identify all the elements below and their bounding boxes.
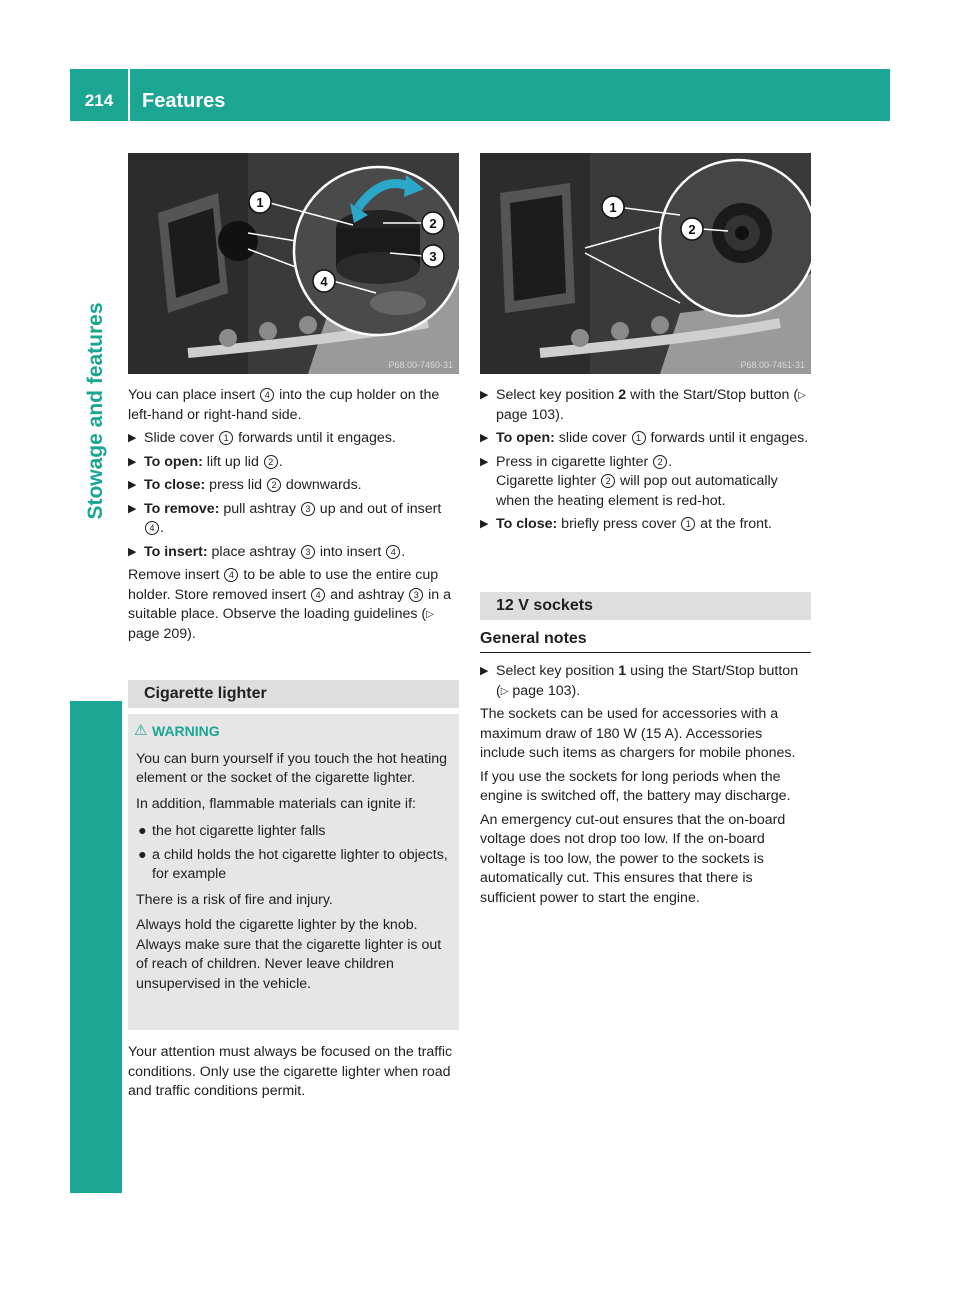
ref-number: 3 [301,502,315,516]
sockets-paragraph: The sockets can be used for accessories with a maximum draw of 180 W (15 A). Accessories include such items as chargers for mobile phones. [480,706,796,761]
chapter-sidebar [70,121,122,1193]
bullet-icon: ● [138,823,147,839]
step-arrow-icon: ▶ [128,432,137,444]
warning-heading: ⚠ WARNING [134,722,220,739]
step-slide-cover: ▶ Slide cover 1 forwards until it engages. [128,429,459,449]
warning-text: In addition, flammable materials can ignite if: [136,795,416,812]
step-insert: ▶ To insert: place ashtray 3 into insert 4 . [128,543,459,563]
section-12v-sockets: 12 V sockets [480,592,811,620]
callout-2: 2 [688,222,696,237]
ashtray-illustration [128,153,459,374]
chapter-label: Stowage and features [84,302,107,520]
step-arrow-icon: ▶ [128,502,137,515]
callout-1: 1 [609,200,617,215]
page-ref-icon: ▷ [426,609,434,620]
ref-number: 2 [653,455,667,469]
section-cigarette-lighter: Cigarette lighter [128,680,459,708]
ref-number: 3 [301,545,315,559]
callout-2: 2 [429,216,437,231]
ref-number: 3 [409,588,423,602]
bullet-icon: ● [138,846,147,863]
callout-4: 4 [320,274,328,289]
step-key-position-2: ▶ Select key position 2 with the Start/Stop button (▷ page 103). [480,387,806,423]
page-title: Features [142,90,226,112]
ref-number: 2 [264,455,278,469]
ref-number: 4 [311,588,325,602]
warning-text: There is a risk of fire and injury. [136,891,333,908]
ref-number: 1 [632,431,646,445]
chapter-color-block [70,701,122,1193]
chapter-tab [70,121,122,701]
step-arrow-icon: ▶ [128,545,137,558]
ref-number: 4 [386,545,400,559]
step-arrow-icon: ▶ [480,518,489,530]
step-key-position-1: ▶ Select key position 1 using the Start/Stop button (▷ page 103). [480,663,799,699]
warning-text: Always hold the cigarette lighter by the knob. Always make sure that the cigarette lighter is out of reach of children. Never leave children unsupervised in the vehicle. [136,917,442,992]
ref-number: 2 [601,474,615,488]
ref-number: 1 [681,517,695,531]
step-close: ▶ To close: press lid 2 downwards. [128,476,459,496]
step-arrow-icon: ▶ [480,432,489,444]
intro-paragraph: You can place insert 4 into the cup holder on the left-hand or right-hand side. [128,387,440,423]
right-column-lower [480,662,811,912]
battery-paragraph: If you use the sockets for long periods when the engine is switched off, the battery may discharge. [480,768,791,804]
subhead-general-notes: General notes [480,630,811,653]
callout-1: 1 [256,195,264,210]
ashtray-photo [128,153,459,374]
step-arrow-icon: ▶ [480,455,489,468]
right-column-upper [480,386,811,539]
photo-code: P68.00-7460-31 [388,360,453,370]
header-divider [128,69,130,121]
page-ref-icon: ▷ [798,390,806,401]
ref-number: 1 [219,431,233,445]
step-arrow-icon: ▶ [480,665,489,677]
page-header [70,69,890,121]
step-open: ▶ To open: lift up lid 2 . [128,453,459,473]
step-arrow-icon: ▶ [128,479,137,491]
warning-text: You can burn yourself if you touch the hot heating element or the socket of the cigarette lighter. [136,750,448,786]
page-ref-icon: ▷ [500,685,509,697]
step-arrow-icon: ▶ [480,389,489,401]
step-close-cover: ▶ To close: briefly press cover 1 at the front. [480,515,811,535]
remove-insert-paragraph: Remove insert 4 to be able to use the entire cup holder. Store removed insert 4 and ashtray 3 in a suitable place. Observe the loading guidelines (▷ page 209). [128,567,452,642]
warning-box [128,714,459,1030]
step-open-cover: ▶ To open: slide cover 1 forwards until it engages. [480,429,811,449]
warning-triangle-icon: ⚠ [134,722,148,739]
ref-number: 4 [145,521,159,535]
step-arrow-icon: ▶ [128,455,137,468]
page-number: 214 [84,91,114,110]
lighter-illustration [480,153,811,374]
callout-3: 3 [429,249,437,264]
warning-bullet: ● a child holds the hot cigarette lighter to objects, for example [138,846,448,882]
ref-number: 4 [224,568,238,582]
step-press-lighter: ▶ Press in cigarette lighter 2 . Cigarette lighter 2 will pop out automatically when the heating element is red-hot. [480,453,778,509]
left-column-upper [128,386,459,648]
step-remove: ▶ To remove: pull ashtray 3 up and out of insert 4 . [128,500,442,536]
warning-bullet: ● the hot cigarette lighter falls [136,822,451,842]
ref-number: 4 [260,388,274,402]
photo-code: P68.00-7461-31 [740,360,805,370]
cutout-paragraph: An emergency cut-out ensures that the on-board voltage does not drop too low. If the on-board voltage is too low, the power to the sockets is automatically cut. This ensures that there is sufficient power to start the engine. [480,811,786,906]
closing-paragraph: Your attention must always be focused on the traffic conditions. Only use the cigarette lighter when road and traffic conditions permit. [128,1044,453,1099]
lighter-photo [480,153,811,374]
ref-number: 2 [267,478,281,492]
